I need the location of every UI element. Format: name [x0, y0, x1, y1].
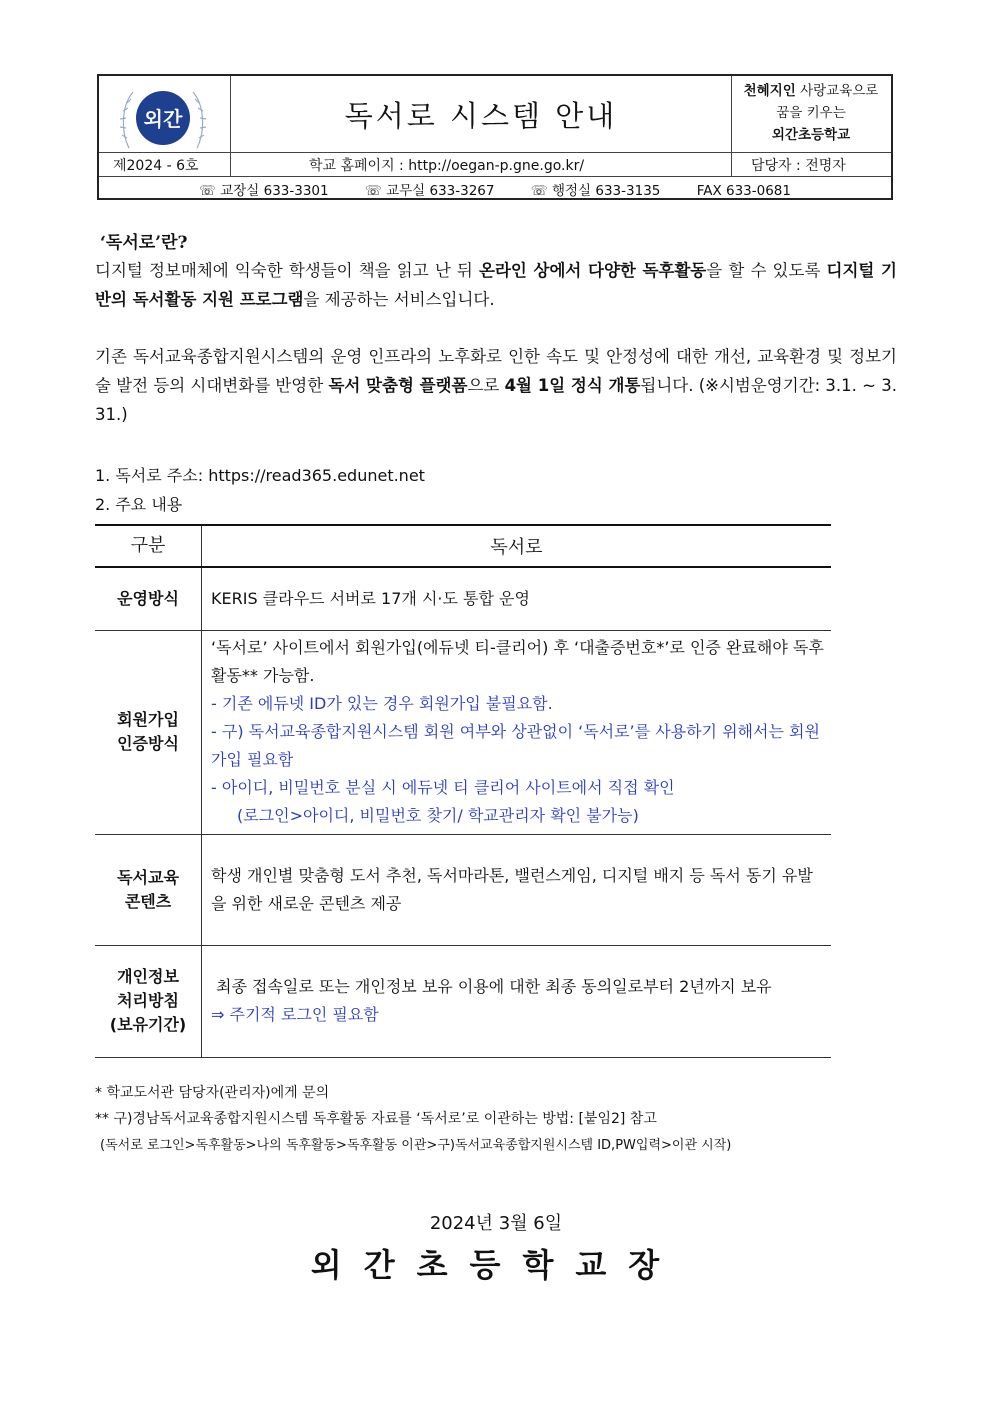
- text: 으로: [467, 376, 505, 395]
- text: 됩니다. (※시범운영기간: 3.1. ~ 3. 31.): [95, 376, 897, 424]
- row-content: 학생 개인별 맞춤형 도서 추천, 독서마라톤, 밸런스게임, 디지털 배지 등 독서 동기 유발을 위한 새로운 콘텐츠 제공: [202, 834, 832, 945]
- info-table: [95, 524, 831, 1058]
- header-divider: [230, 152, 231, 176]
- header-divider: [99, 176, 891, 177]
- header-divider: [99, 152, 891, 153]
- text: 을 제공하는 서비스입니다.: [303, 290, 495, 309]
- footnote-2: ** 구)경남독서교육종합지원시스템 독후활동 자료를 ‘독서로’로 이관하는 방법: [붙임2] 참고: [95, 1111, 657, 1127]
- homepage-url[interactable]: 학교 홈페이지 : http://oegan-p.gne.go.kr/: [309, 158, 585, 174]
- table-row: [95, 567, 831, 630]
- footnote-3: (독서로 로그인>독후활동>나의 독후활동>독후활동 이관>구)독서교육종합지원시스템 ID,PW입력>이관 시작): [100, 1138, 732, 1153]
- text: 을 할 수 있도록: [706, 261, 827, 280]
- list-item-address: 1. 독서로 주소: https://read365.edunet.net: [95, 466, 425, 485]
- table-row: [95, 630, 831, 834]
- table-header-dokseoro: 독서로: [202, 525, 832, 567]
- contact-principal: ☏ 교장실 633-3301: [199, 183, 329, 199]
- row-text-blue: ⇒ 주기적 로그인 필요함: [211, 1005, 379, 1024]
- highlight: 독서 맞춤형 플랫폼: [328, 376, 468, 395]
- slogan-line2: 꿈을 키우는: [776, 105, 846, 121]
- text: 기존 독서교육종합지원시스템의 운영 인프라의 노후화로 인한 속도 및 안정성에 대한 개선, 교육환경 및 정보기술 발전 등의 시대변화를 반영한: [95, 347, 897, 395]
- section-question: ‘독서로’란?: [100, 233, 188, 253]
- contact-numbers: [99, 179, 891, 199]
- table-header-row: [95, 525, 831, 567]
- row-content: [202, 630, 832, 834]
- intro-paragraph-1: [95, 256, 897, 314]
- row-content: [202, 945, 832, 1057]
- school-logo: [119, 82, 207, 154]
- text: 디지털 정보매체에 익숙한 학생들이 책을 읽고 난 뒤: [95, 261, 480, 280]
- slogan-rest: 사랑교육으로: [795, 83, 879, 99]
- contact-admin: ☏ 행정실 633-3135: [530, 183, 661, 199]
- row-label: 독서교육 콘텐츠: [95, 834, 202, 945]
- row-label: 회원가입 인증방식: [95, 630, 202, 834]
- row-content: KERIS 클라우드 서버로 17개 시·도 통합 운영: [202, 567, 832, 630]
- table-row: [95, 945, 831, 1057]
- document-header: [97, 74, 893, 200]
- row-text: 최종 접속일로 또는 개인정보 보유 이용에 대한 최종 동의일로부터 2년까지 보유: [216, 977, 772, 996]
- table-row: [95, 834, 831, 945]
- principal-signature: 외간초등학교장: [310, 1246, 682, 1284]
- issue-number: 제2024 - 6호: [113, 158, 199, 174]
- table-header-category: 구분: [95, 525, 202, 567]
- row-text-blue: (로그인>아이디, 비밀번호 찾기/ 학교관리자 확인 불가능): [237, 806, 639, 825]
- slogan-school: 외간초등학교: [771, 127, 851, 143]
- row-text-blue: - 아이디, 비밀번호 분실 시 에듀넷 티 클리어 사이트에서 직접 확인: [211, 778, 675, 797]
- row-text: ‘독서로’ 사이트에서 회원가입(에듀넷 티-클리어) 후 ‘대출증번호*’로 인증 완료해야 독후활동** 가능함.: [211, 638, 824, 685]
- row-text-blue: - 구) 독서교육종합지원시스템 회원 여부와 상관없이 ‘독서로’를 사용하기 위해서는 회원가입 필요함: [211, 722, 820, 769]
- slogan-bold: 천혜지인: [743, 83, 796, 99]
- logo-text: 외간: [143, 107, 183, 131]
- manager-name: 담당자 : 전명자: [751, 158, 846, 174]
- document-date: 2024년 3월 6일: [429, 1213, 563, 1234]
- footnote-1: * 학교도서관 담당자(관리자)에게 문의: [95, 1085, 330, 1101]
- highlight: 온라인 상에서 다양한 독후활동: [479, 261, 707, 280]
- list-item-contents: 2. 주요 내용: [95, 495, 183, 514]
- school-slogan: [731, 80, 891, 146]
- intro-paragraph-2: [95, 342, 897, 429]
- row-label: 운영방식: [95, 567, 202, 630]
- row-text-blue: - 기존 에듀넷 ID가 있는 경우 회원가입 불필요함.: [211, 694, 553, 713]
- contact-academic: ☏ 교무실 633-3267: [364, 183, 495, 199]
- row-label: 개인정보 처리방침 (보유기간): [95, 945, 202, 1057]
- document-title: 독서로 시스템 안내: [344, 99, 618, 133]
- highlight: 4월 1일 정식 개통: [504, 376, 641, 395]
- highlight: 디지털 기반의 독서활동 지원 프로그램: [95, 261, 897, 309]
- contact-fax: FAX 633-0681: [696, 183, 791, 199]
